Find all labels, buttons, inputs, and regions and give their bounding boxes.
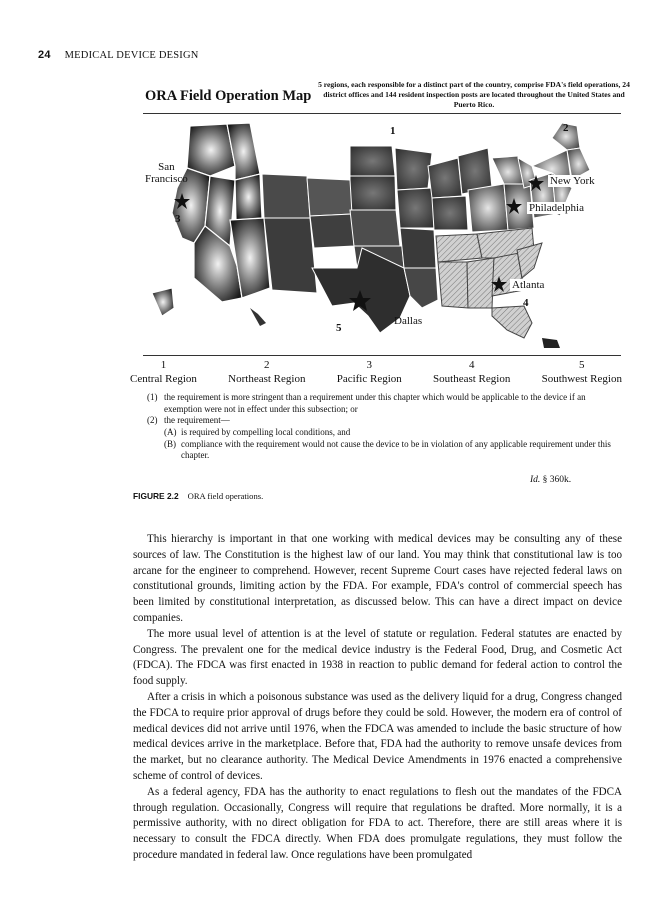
region-legend-item — [130, 358, 197, 387]
region-legend — [130, 358, 622, 387]
paragraph: After a crisis in which a poisonous substance was used as the delivery liquid for a drug, Congress changed the FDCA to require prior approval of drugs before they could be sold. However, the modern era of control of medical devices did not arrive until 1976, when the FDCA was amended to include the basic structure of how medical devices arrive in the marketplace. Before that, FDA had the authority to remove unsafe devices from the market, but no clearance authority. The Medical Device Amendments in 1976 enacted a comprehensive scheme of control of devices. — [133, 690, 622, 782]
region-legend-item — [337, 358, 402, 387]
map-region-2-number: 2 — [563, 122, 569, 134]
ora-field-map — [132, 118, 622, 358]
paragraph: The more usual level of attention is at the level of statute or regulation. Federal statutes are enacted by Congress. The prevalent one for the medical device industry is the Federal Food, Drug, and Cosmetic Act (FDCA). The FDCA was first enacted in 1938 in reaction to public demand for federal action to control the food supply. — [133, 627, 622, 688]
region-number: 1 — [160, 359, 167, 371]
figure-title: ORA Field Operation Map — [145, 88, 312, 104]
region-number: 3 — [366, 359, 372, 371]
citation: Id. § 360k. — [530, 475, 572, 485]
page-number: 24 — [38, 49, 51, 61]
statute-item: (1) the requirement is more stringent than a requirement under this chapter which would be applicable to the device if an exemption were not in effect under this subsection; or — [147, 392, 586, 414]
region-name: Northeast Region — [228, 373, 306, 386]
paragraph: This hierarchy is important in that one working with medical devices may be consulting any of these sources of law. The Constitution is the highest law of our land. You may think that constitutional law is too arcane for the engineer to comprehend. However, recent Supreme Court cases have rejected federal laws on constitutional grounds, limiting action by the FDA. For example, FDA's control of commercial speech has been limited by constitutional interpretation, as discussed below. This can have a direct impact on device companies. — [133, 533, 622, 624]
statute-subitem: (B) compliance with the requirement would not cause the device to be in violation of any applicable requirement under this chapter. — [164, 438, 611, 461]
running-header — [38, 49, 199, 61]
region-number: 5 — [579, 359, 585, 371]
body-text — [133, 532, 622, 864]
map-region-1-number: 1 — [390, 125, 396, 137]
statute-item: (2) the requirement— — [147, 415, 230, 426]
region-legend-item — [433, 358, 510, 387]
map-region-5-number: 5 — [336, 322, 342, 334]
figure-caption-label: FIGURE 2.2 — [133, 491, 179, 501]
figure-bottom-rule — [143, 355, 621, 356]
map-region-4-number: 4 — [523, 297, 529, 309]
figure-caption-text: ORA field operations. — [187, 491, 264, 501]
new-york-label: New York — [550, 175, 595, 187]
region-pacific-shape — [152, 123, 270, 326]
region-number: 2 — [264, 359, 270, 371]
philadelphia-label: Philadelphia — [529, 202, 584, 214]
region-name: Central Region — [130, 373, 197, 386]
dallas-label: Dallas — [394, 315, 423, 327]
region-name: Southeast Region — [433, 373, 511, 386]
region-name: Southwest Region — [541, 373, 622, 386]
figure-subtitle: 5 regions, each responsible for a distinct part of the country, comprise FDA's field operations, 24 district offices and 144 resident inspection posts are located throughout the United States and Puerto Rico. — [318, 80, 630, 110]
san-francisco-label: San Francisco — [145, 161, 188, 185]
figure-top-rule — [143, 113, 621, 114]
running-title: MEDICAL DEVICE DESIGN — [64, 50, 199, 61]
region-number: 4 — [468, 359, 475, 371]
region-legend-item — [228, 358, 305, 387]
region-legend-item — [542, 358, 622, 387]
atlanta-label: Atlanta — [512, 279, 545, 291]
region-name: Pacific Region — [336, 373, 402, 386]
paragraph: As a federal agency, FDA has the authority to enact regulations to flesh out the mandates of the FDCA through regulation. Occasionally, Congress will require that regulations be drafted. More normally, it is a permissive authority, with no direct obligation for FDA to act. Therefore, there are still areas where it is necessary to consult the FDCA directly. When FDA does promulgate regulations, they must follow the procedure mandated in federal law. Once regulations have been promulgated — [133, 785, 622, 861]
statute-subitem: (A) is required by compelling local conditions, and — [164, 427, 351, 438]
map-region-3-number: 3 — [175, 213, 181, 225]
statute-excerpt — [147, 392, 617, 462]
figure-caption — [133, 491, 263, 501]
